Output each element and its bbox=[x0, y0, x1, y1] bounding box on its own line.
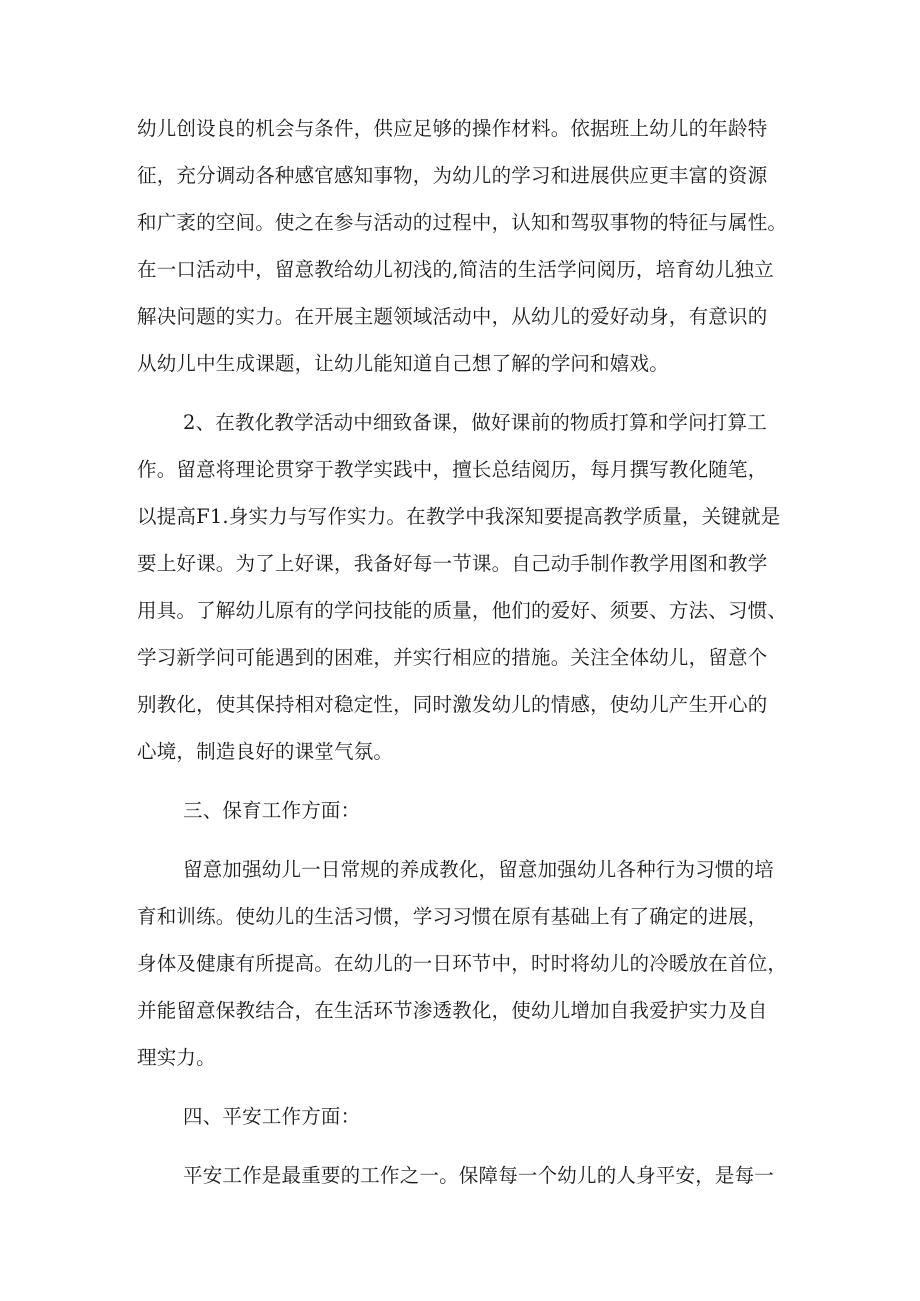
section-heading: 四、平安工作方面： bbox=[183, 1105, 361, 1128]
text-line: 作。留意将理论贯穿于教学实践中，擅长总结阅历，每月撰写教化随笔， bbox=[137, 458, 768, 481]
text-line: 解决问题的实力。在开展主题领域活动中，从幼儿的爱好动身，有意识的 bbox=[137, 305, 768, 328]
text-line: 身体及健康有所提高。在幼儿的一日环节中，时时将幼儿的冷暖放在首位， bbox=[137, 952, 788, 975]
text-line: 征，充分调动各种感官感知事物，为幼儿的学习和进展供应更丰富的资源 bbox=[137, 164, 768, 187]
section-heading: 三、保育工作方面： bbox=[183, 799, 361, 822]
text-line: 用具。了解幼儿原有的学问技能的质量，他们的爱好、须要、方法、习惯、 bbox=[137, 599, 788, 622]
text-line: 心境，制造良好的课堂气氛。 bbox=[137, 740, 394, 763]
text-line: 以提高F1.身实力与写作实力。在教学中我深知要提高教学质量，关键就是 bbox=[137, 505, 781, 528]
text-line: 在一口活动中，留意教给幼儿初浅的,简洁的生活学问阅历，培育幼儿独立 bbox=[137, 258, 774, 281]
text-line: 理实力。 bbox=[137, 1046, 216, 1069]
text-line: 学习新学问可能遇到的困难，并实行相应的措施。关注全体幼儿，留意个 bbox=[137, 646, 768, 669]
text-line: 2、在教化教学活动中细致备课，做好课前的物质打算和学问打算工 bbox=[183, 411, 767, 434]
text-line: 留意加强幼儿一日常规的养成教化，留意加强幼儿各种行为习惯的培 bbox=[183, 858, 775, 881]
text-line: 幼儿创设良的机会与条件，供应足够的操作材料。依据班上幼儿的年龄特 bbox=[137, 117, 768, 140]
text-line: 并能留意保教结合，在生活环节渗透教化，使幼儿增加自我爱护实力及自 bbox=[137, 999, 768, 1022]
text-line: 平安工作是最重要的工作之一。保障每一个幼儿的人身平安，是每一 bbox=[183, 1164, 775, 1187]
text-line: 别教化，使其保持相对稳定性，同时激发幼儿的情感，使幼儿产生开心的 bbox=[137, 693, 768, 716]
text-line: 育和训练。使幼儿的生活习惯，学习习惯在原有基础上有了确定的进展， bbox=[137, 905, 768, 928]
text-line: 从幼儿中生成课题，让幼儿能知道自己想了解的学问和嬉戏。 bbox=[137, 352, 669, 375]
text-line: 和广袤的空间。使之在参与活动的过程中，认知和驾驭事物的特征与属性。 bbox=[137, 211, 788, 234]
text-line: 要上好课。为了上好课，我备好每一节课。自己动手制作教学用图和教学 bbox=[137, 552, 768, 575]
